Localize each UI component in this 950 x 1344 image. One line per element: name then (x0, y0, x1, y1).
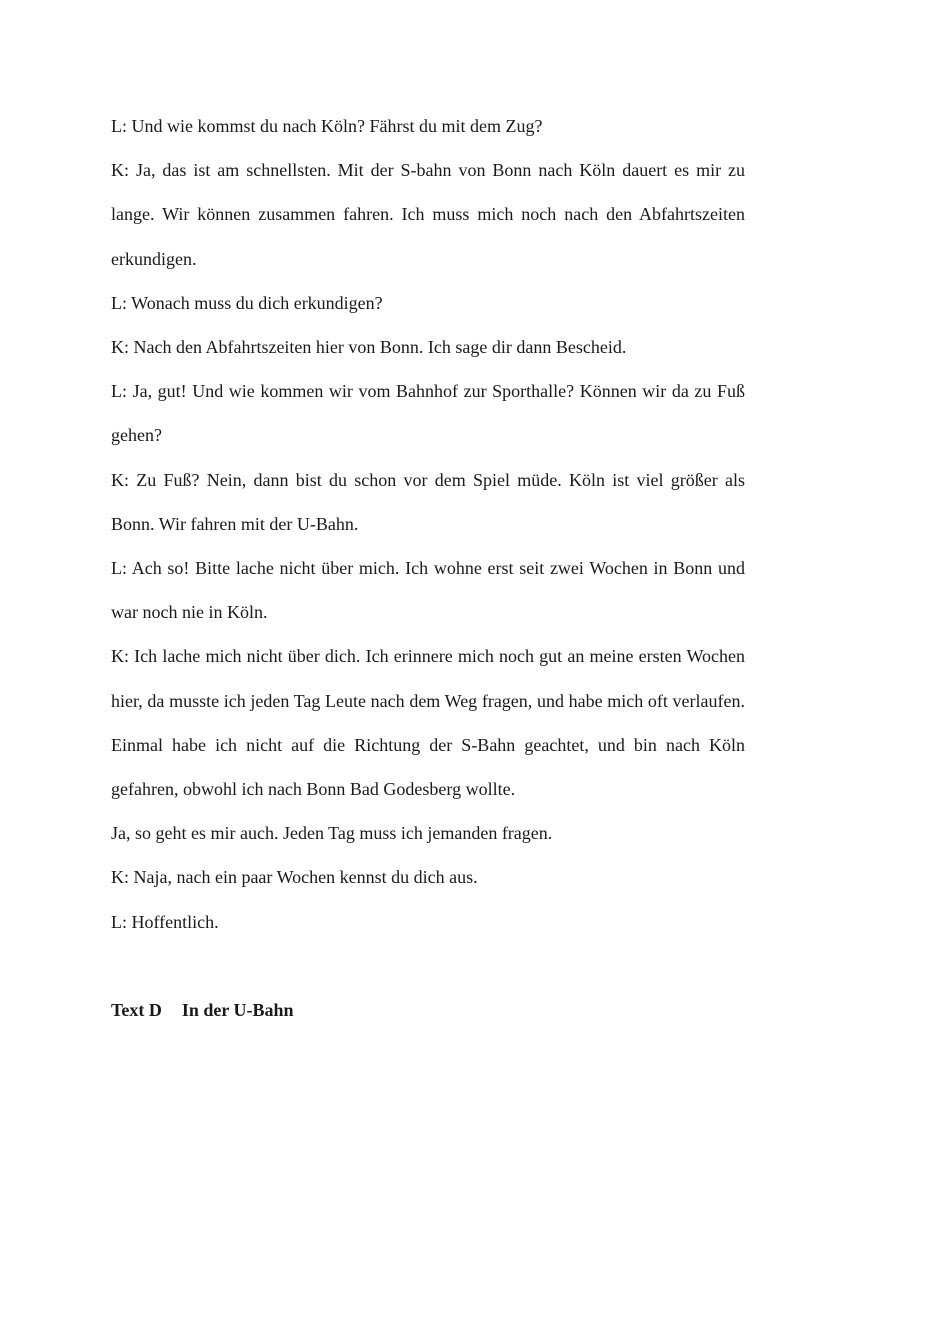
dialogue-line-7: L: Ach so! Bitte lache nicht über mich. Ich wohne erst seit zwei Wochen in Bonn und war noch nie in Köln. (111, 558, 745, 623)
dialogue-line-1: L: Und wie kommst du nach Köln? Fährst du mit dem Zug? (111, 116, 543, 136)
dialogue-line-4: K: Nach den Abfahrtszeiten hier von Bonn. Ich sage dir dann Bescheid. (111, 337, 627, 358)
dialogue-line-5: L: Ja, gut! Und wie kommen wir vom Bahnhof zur Sporthalle? Können wir da zu Fuß gehen? (111, 381, 745, 446)
section-label: Text D (111, 999, 162, 1020)
dialogue-line-9: Ja, so geht es mir auch. Jeden Tag muss ich jemanden fragen. (111, 823, 553, 844)
dialogue-line-11: L: Hoffentlich. (111, 911, 219, 932)
dialogue-line-6: K: Zu Fuß? Nein, dann bist du schon vor dem Spiel müde. Köln ist viel größer als Bonn. Wir fahren mit der U-Bahn. (111, 469, 745, 534)
document-page (111, 104, 745, 1032)
section-heading (111, 988, 745, 1032)
section-title: In der U-Bahn (181, 999, 294, 1020)
dialogue-line-10: K: Naja, nach ein paar Wochen kennst du dich aus. (111, 867, 478, 888)
dialogue-line-2: K: Ja, das ist am schnellsten. Mit der S-bahn von Bonn nach Köln dauert es mir zu lange. Wir können zusammen fahren. Ich muss mich noch nach den Abfahrtszeiten erkundigen. (111, 160, 745, 269)
dialogue-line-8: K: Ich lache mich nicht über dich. Ich erinnere mich noch gut an meine ersten Wochen hier, da musste ich jeden Tag Leute nach dem Weg fragen, und habe mich oft verlaufen. Einmal habe ich nicht auf die Richtung der S-Bahn geachtet, und bin nach Köln gefahren, obwohl ich nach Bonn Bad Godesberg wollte. (111, 646, 745, 800)
dialogue-line-3: L: Wonach muss du dich erkundigen? (111, 292, 383, 313)
